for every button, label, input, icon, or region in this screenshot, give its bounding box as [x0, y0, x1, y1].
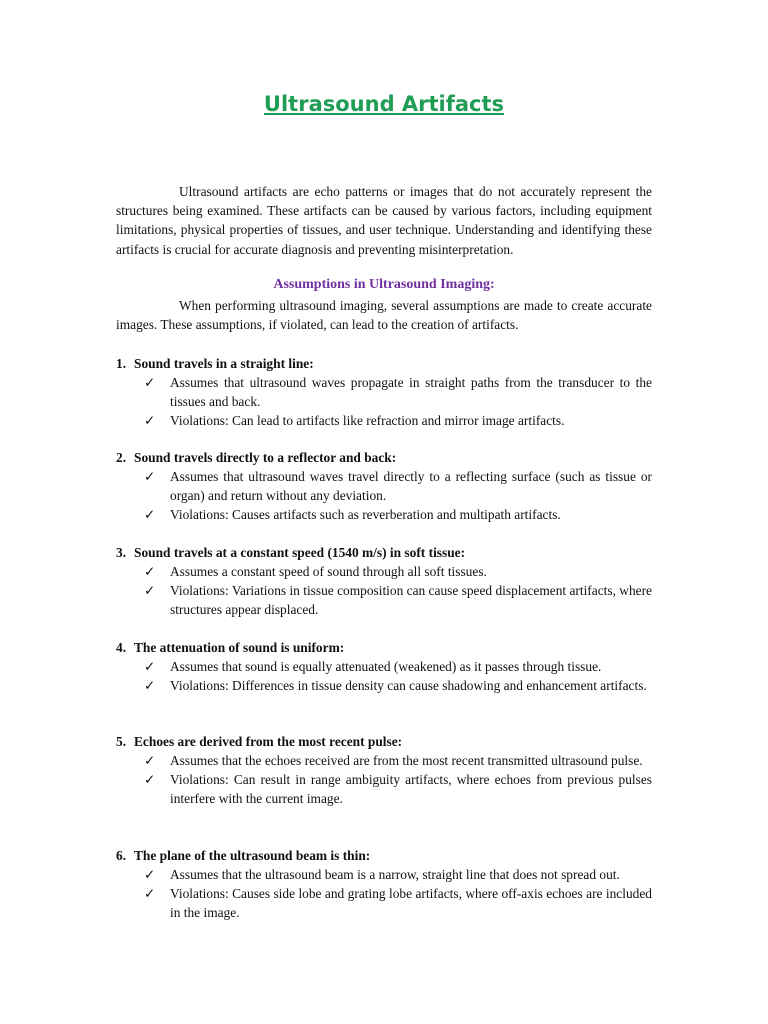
bullet-text: Assumes that the ultrasound beam is a narrow, straight line that does not spread out.	[170, 867, 620, 882]
document-title: Ultrasound Artifacts	[263, 92, 505, 116]
bullet-item	[116, 581, 652, 619]
assumption-number: 3.	[116, 545, 127, 560]
bullet-item	[116, 676, 652, 695]
section-intro-paragraph: When performing ultrasound imaging, several assumptions are made to create accurate images. These assumptions, if violated, can lead to the creation of artifacts.	[116, 298, 652, 333]
bullet-text: Assumes that sound is equally attenuated (weakened) as it passes through tissue.	[170, 659, 602, 674]
assumption-heading	[116, 448, 652, 467]
assumption-number: 2.	[116, 450, 127, 465]
assumption-item	[116, 846, 652, 922]
bullet-item	[116, 505, 652, 524]
assumption-heading	[116, 846, 652, 865]
section-heading: Assumptions in Ultrasound Imaging:	[273, 277, 495, 292]
bullet-text: Violations: Differences in tissue density can cause shadowing and enhancement artifacts.	[170, 678, 647, 693]
checkmark-icon: ✓	[144, 753, 156, 768]
bullet-text: Violations: Variations in tissue composition can cause speed displacement artifacts, where structures appear displaced.	[170, 583, 652, 617]
bullet-item	[116, 562, 652, 581]
intro-paragraph: Ultrasound artifacts are echo patterns or images that do not accurately represent the structures being examined. These artifacts can be caused by various factors, including equipment limitations, physical properties of tissues, and user technique. Understanding and identifying these artifacts is crucial for accurate diagnosis and preventing misinterpretation.	[116, 184, 652, 257]
assumption-number: 1.	[116, 356, 127, 371]
checkmark-icon: ✓	[144, 413, 156, 428]
bullet-text: Assumes a constant speed of sound through all soft tissues.	[170, 564, 487, 579]
assumption-item	[116, 354, 652, 430]
assumption-heading	[116, 732, 652, 751]
bullet-text: Violations: Can lead to artifacts like refraction and mirror image artifacts.	[170, 413, 565, 428]
bullet-text: Violations: Can result in range ambiguity artifacts, where echoes from previous pulses interfere with the current image.	[170, 772, 652, 806]
bullet-text: Assumes that ultrasound waves travel directly to a reflecting surface (such as tissue or organ) and return without any deviation.	[170, 469, 652, 503]
bullet-item	[116, 657, 652, 676]
assumption-item	[116, 543, 652, 619]
checkmark-icon: ✓	[144, 564, 156, 579]
checkmark-icon: ✓	[144, 469, 156, 484]
assumption-number: 5.	[116, 734, 127, 749]
bullet-item	[116, 751, 652, 770]
assumption-number: 6.	[116, 848, 127, 863]
assumption-heading-text: Sound travels directly to a reflector and back:	[134, 450, 397, 465]
assumption-heading-text: The attenuation of sound is uniform:	[134, 640, 345, 655]
checkmark-icon: ✓	[144, 867, 156, 882]
bullet-item	[116, 411, 652, 430]
assumption-heading-text: Sound travels in a straight line:	[134, 356, 314, 371]
assumption-heading-text: Sound travels at a constant speed (1540 m/s) in soft tissue:	[134, 545, 466, 560]
checkmark-icon: ✓	[144, 659, 156, 674]
checkmark-icon: ✓	[144, 583, 156, 598]
assumption-item	[116, 638, 652, 695]
assumption-item	[116, 732, 652, 808]
assumption-heading	[116, 638, 652, 657]
checkmark-icon: ✓	[144, 678, 156, 693]
checkmark-icon: ✓	[144, 375, 156, 390]
bullet-item	[116, 770, 652, 808]
bullet-text: Violations: Causes side lobe and grating lobe artifacts, where off-axis echoes are included in the image.	[170, 886, 652, 920]
bullet-text: Assumes that the echoes received are from the most recent transmitted ultrasound pulse.	[170, 753, 643, 768]
assumption-number: 4.	[116, 640, 127, 655]
bullet-text: Violations: Causes artifacts such as reverberation and multipath artifacts.	[170, 507, 561, 522]
assumption-heading-text: Echoes are derived from the most recent pulse:	[134, 734, 403, 749]
bullet-item	[116, 373, 652, 411]
bullet-item	[116, 884, 652, 922]
assumption-heading	[116, 543, 652, 562]
assumption-item	[116, 448, 652, 524]
assumption-heading	[116, 354, 652, 373]
checkmark-icon: ✓	[144, 886, 156, 901]
bullet-item	[116, 467, 652, 505]
checkmark-icon: ✓	[144, 507, 156, 522]
assumption-heading-text: The plane of the ultrasound beam is thin:	[134, 848, 371, 863]
checkmark-icon: ✓	[144, 772, 156, 787]
bullet-text: Assumes that ultrasound waves propagate in straight paths from the transducer to the tissues and back.	[170, 375, 652, 409]
bullet-item	[116, 865, 652, 884]
